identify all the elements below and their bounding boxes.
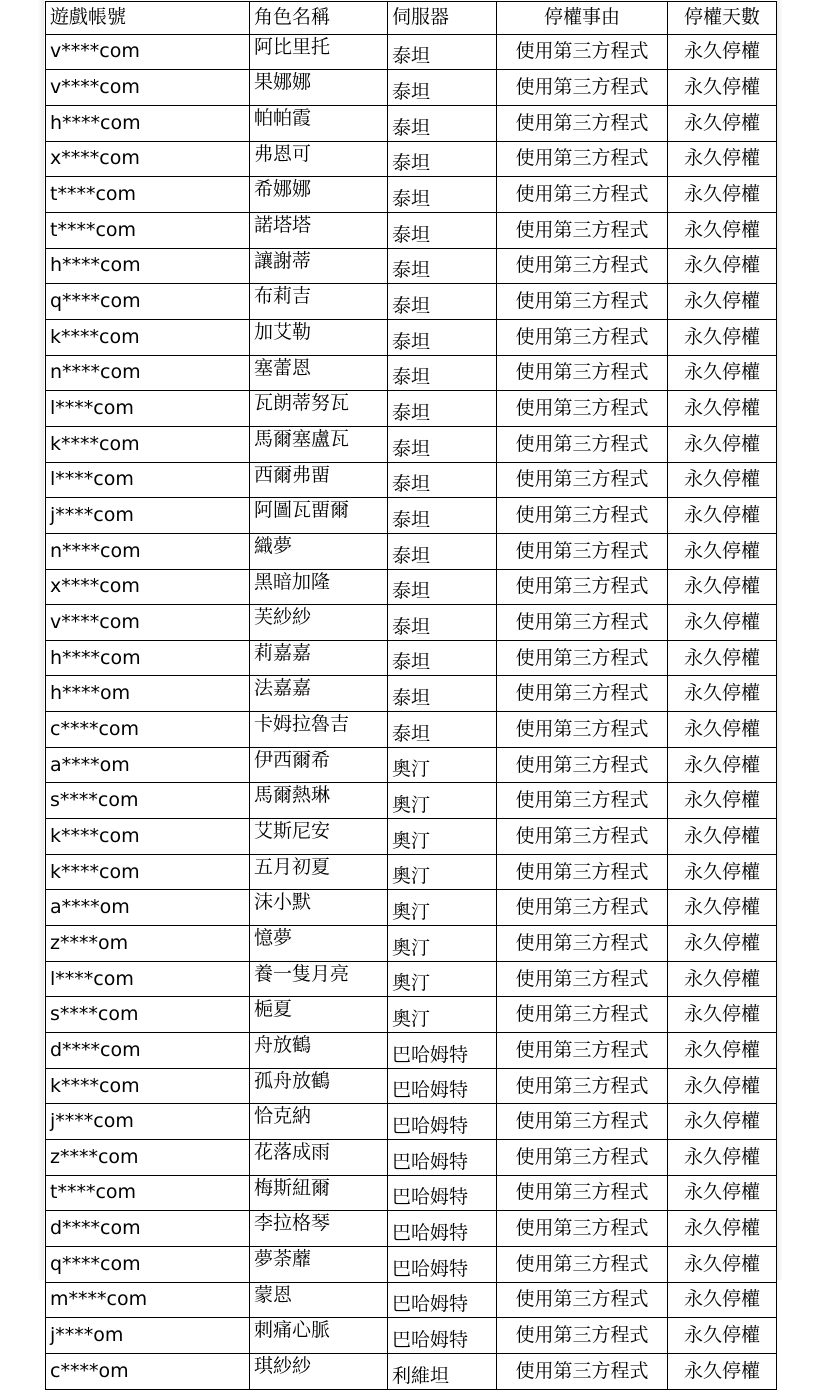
- table-row: [46, 819, 777, 855]
- server-cell: 泰坦: [388, 533, 497, 569]
- ban-duration-cell: 永久停權: [668, 284, 777, 320]
- table-row: [46, 1282, 777, 1318]
- character-name-cell: 花落成雨: [250, 1140, 388, 1176]
- character-name-cell: 塞蕾恩: [250, 355, 388, 391]
- account-cell: a****om: [46, 890, 250, 926]
- ban-list-table: [45, 1, 777, 1390]
- server-cell: 泰坦: [388, 355, 497, 391]
- server-cell: 巴哈姆特: [388, 1033, 497, 1069]
- account-cell: a****om: [46, 747, 250, 783]
- server-cell: 奧汀: [388, 890, 497, 926]
- ban-reason-cell: 使用第三方程式: [497, 70, 668, 106]
- table-row: [46, 783, 777, 819]
- character-name-cell: 蒙恩: [250, 1282, 388, 1318]
- character-name-cell: 李拉格琴: [250, 1211, 388, 1247]
- character-name-cell: 希娜娜: [250, 177, 388, 213]
- character-name-cell: 琪紗紗: [250, 1353, 388, 1389]
- ban-duration-cell: 永久停權: [668, 498, 777, 534]
- table-row: [46, 248, 777, 284]
- account-cell: l****com: [46, 391, 250, 427]
- account-cell: x****com: [46, 569, 250, 605]
- table-row: [46, 1033, 777, 1069]
- table-row: [46, 1140, 777, 1176]
- ban-reason-cell: 使用第三方程式: [497, 890, 668, 926]
- account-cell: d****com: [46, 1211, 250, 1247]
- server-cell: 泰坦: [388, 569, 497, 605]
- ban-duration-cell: 永久停權: [668, 1353, 777, 1389]
- server-cell: 泰坦: [388, 248, 497, 284]
- server-cell: 泰坦: [388, 676, 497, 712]
- table-row: [46, 712, 777, 748]
- table-header: [46, 2, 777, 35]
- header-ban-reason: 停權事由: [497, 2, 668, 35]
- table-row: [46, 569, 777, 605]
- ban-duration-cell: 永久停權: [668, 319, 777, 355]
- ban-reason-cell: 使用第三方程式: [497, 783, 668, 819]
- server-cell: 巴哈姆特: [388, 1318, 497, 1354]
- server-cell: 巴哈姆特: [388, 1104, 497, 1140]
- server-cell: 巴哈姆特: [388, 1140, 497, 1176]
- ban-reason-cell: 使用第三方程式: [497, 141, 668, 177]
- account-cell: h****com: [46, 640, 250, 676]
- table-row: [46, 676, 777, 712]
- character-name-cell: 阿比里托: [250, 34, 388, 70]
- ban-reason-cell: 使用第三方程式: [497, 640, 668, 676]
- ban-duration-cell: 永久停權: [668, 747, 777, 783]
- server-cell: 泰坦: [388, 212, 497, 248]
- character-name-cell: 馬爾塞盧瓦: [250, 426, 388, 462]
- account-cell: h****om: [46, 676, 250, 712]
- account-cell: q****com: [46, 1246, 250, 1282]
- ban-reason-cell: 使用第三方程式: [497, 747, 668, 783]
- character-name-cell: 織夢: [250, 533, 388, 569]
- character-name-cell: 養一隻月亮: [250, 961, 388, 997]
- table-row: [46, 391, 777, 427]
- table-row: [46, 141, 777, 177]
- ban-duration-cell: 永久停權: [668, 426, 777, 462]
- ban-reason-cell: 使用第三方程式: [497, 177, 668, 213]
- character-name-cell: 恰克納: [250, 1104, 388, 1140]
- table-row: [46, 498, 777, 534]
- server-cell: 巴哈姆特: [388, 1068, 497, 1104]
- character-name-cell: 果娜娜: [250, 70, 388, 106]
- account-cell: h****com: [46, 105, 250, 141]
- ban-duration-cell: 永久停權: [668, 1033, 777, 1069]
- server-cell: 奧汀: [388, 961, 497, 997]
- ban-reason-cell: 使用第三方程式: [497, 355, 668, 391]
- account-cell: c****om: [46, 1353, 250, 1389]
- ban-reason-cell: 使用第三方程式: [497, 1033, 668, 1069]
- server-cell: 泰坦: [388, 498, 497, 534]
- account-cell: j****com: [46, 498, 250, 534]
- server-cell: 奧汀: [388, 997, 497, 1033]
- ban-duration-cell: 永久停權: [668, 1068, 777, 1104]
- ban-duration-cell: 永久停權: [668, 783, 777, 819]
- account-cell: c****com: [46, 712, 250, 748]
- server-cell: 泰坦: [388, 177, 497, 213]
- ban-reason-cell: 使用第三方程式: [497, 1211, 668, 1247]
- ban-reason-cell: 使用第三方程式: [497, 854, 668, 890]
- server-cell: 泰坦: [388, 284, 497, 320]
- character-name-cell: 莉嘉嘉: [250, 640, 388, 676]
- ban-reason-cell: 使用第三方程式: [497, 34, 668, 70]
- ban-duration-cell: 永久停權: [668, 712, 777, 748]
- character-name-cell: 艾斯尼安: [250, 819, 388, 855]
- account-cell: v****com: [46, 34, 250, 70]
- server-cell: 泰坦: [388, 105, 497, 141]
- character-name-cell: 夢荼蘼: [250, 1246, 388, 1282]
- table-row: [46, 640, 777, 676]
- table-body: [46, 34, 777, 1389]
- ban-duration-cell: 永久停權: [668, 34, 777, 70]
- ban-duration-cell: 永久停權: [668, 676, 777, 712]
- account-cell: t****com: [46, 177, 250, 213]
- ban-duration-cell: 永久停權: [668, 533, 777, 569]
- account-cell: t****com: [46, 212, 250, 248]
- ban-duration-cell: 永久停權: [668, 1211, 777, 1247]
- header-row: [46, 2, 777, 35]
- table-row: [46, 177, 777, 213]
- ban-duration-cell: 永久停權: [668, 605, 777, 641]
- account-cell: k****com: [46, 854, 250, 890]
- server-cell: 利維坦: [388, 1353, 497, 1389]
- table-row: [46, 926, 777, 962]
- table-row: [46, 1068, 777, 1104]
- table-row: [46, 854, 777, 890]
- ban-reason-cell: 使用第三方程式: [497, 926, 668, 962]
- ban-duration-cell: 永久停權: [668, 890, 777, 926]
- ban-reason-cell: 使用第三方程式: [497, 712, 668, 748]
- ban-reason-cell: 使用第三方程式: [497, 569, 668, 605]
- account-cell: d****com: [46, 1033, 250, 1069]
- ban-duration-cell: 永久停權: [668, 1175, 777, 1211]
- server-cell: 泰坦: [388, 319, 497, 355]
- server-cell: 巴哈姆特: [388, 1282, 497, 1318]
- header-ban-duration: 停權天數: [668, 2, 777, 35]
- character-name-cell: 讓謝蒂: [250, 248, 388, 284]
- table-row: [46, 426, 777, 462]
- ban-reason-cell: 使用第三方程式: [497, 319, 668, 355]
- server-cell: 泰坦: [388, 34, 497, 70]
- ban-duration-cell: 永久停權: [668, 70, 777, 106]
- server-cell: 泰坦: [388, 712, 497, 748]
- account-cell: k****com: [46, 426, 250, 462]
- character-name-cell: 西爾弗畱: [250, 462, 388, 498]
- page-edge-left: [38, 0, 44, 1280]
- server-cell: 奧汀: [388, 819, 497, 855]
- account-cell: s****com: [46, 783, 250, 819]
- ban-reason-cell: 使用第三方程式: [497, 819, 668, 855]
- character-name-cell: 沫小默: [250, 890, 388, 926]
- character-name-cell: 孤舟放鶴: [250, 1068, 388, 1104]
- character-name-cell: 阿圖瓦畱爾: [250, 498, 388, 534]
- ban-duration-cell: 永久停權: [668, 141, 777, 177]
- header-account: 遊戲帳號: [46, 2, 250, 35]
- header-server: 伺服器: [388, 2, 497, 35]
- ban-reason-cell: 使用第三方程式: [497, 462, 668, 498]
- server-cell: 巴哈姆特: [388, 1175, 497, 1211]
- table-row: [46, 1318, 777, 1354]
- server-cell: 泰坦: [388, 640, 497, 676]
- page-edge-right: [777, 0, 783, 1280]
- ban-duration-cell: 永久停權: [668, 854, 777, 890]
- character-name-cell: 五月初夏: [250, 854, 388, 890]
- ban-reason-cell: 使用第三方程式: [497, 1104, 668, 1140]
- character-name-cell: 梔夏: [250, 997, 388, 1033]
- ban-reason-cell: 使用第三方程式: [497, 426, 668, 462]
- table-row: [46, 355, 777, 391]
- ban-duration-cell: 永久停權: [668, 105, 777, 141]
- header-character-name: 角色名稱: [250, 2, 388, 35]
- ban-reason-cell: 使用第三方程式: [497, 1318, 668, 1354]
- account-cell: k****com: [46, 1068, 250, 1104]
- account-cell: k****com: [46, 819, 250, 855]
- account-cell: l****com: [46, 462, 250, 498]
- server-cell: 泰坦: [388, 391, 497, 427]
- character-name-cell: 梅斯紐爾: [250, 1175, 388, 1211]
- ban-duration-cell: 永久停權: [668, 1246, 777, 1282]
- account-cell: x****com: [46, 141, 250, 177]
- account-cell: l****com: [46, 961, 250, 997]
- table-row: [46, 1104, 777, 1140]
- account-cell: n****com: [46, 355, 250, 391]
- ban-reason-cell: 使用第三方程式: [497, 605, 668, 641]
- ban-duration-cell: 永久停權: [668, 391, 777, 427]
- server-cell: 巴哈姆特: [388, 1246, 497, 1282]
- ban-reason-cell: 使用第三方程式: [497, 212, 668, 248]
- ban-reason-cell: 使用第三方程式: [497, 1353, 668, 1389]
- account-cell: m****com: [46, 1282, 250, 1318]
- ban-duration-cell: 永久停權: [668, 355, 777, 391]
- server-cell: 泰坦: [388, 70, 497, 106]
- character-name-cell: 黑暗加隆: [250, 569, 388, 605]
- character-name-cell: 芙紗紗: [250, 605, 388, 641]
- ban-duration-cell: 永久停權: [668, 819, 777, 855]
- character-name-cell: 弗恩可: [250, 141, 388, 177]
- ban-duration-cell: 永久停權: [668, 1104, 777, 1140]
- table-row: [46, 319, 777, 355]
- ban-reason-cell: 使用第三方程式: [497, 284, 668, 320]
- account-cell: k****com: [46, 319, 250, 355]
- ban-duration-cell: 永久停權: [668, 248, 777, 284]
- table-row: [46, 605, 777, 641]
- ban-reason-cell: 使用第三方程式: [497, 1175, 668, 1211]
- ban-reason-cell: 使用第三方程式: [497, 498, 668, 534]
- ban-duration-cell: 永久停權: [668, 1318, 777, 1354]
- ban-reason-cell: 使用第三方程式: [497, 961, 668, 997]
- character-name-cell: 諾塔塔: [250, 212, 388, 248]
- table-row: [46, 533, 777, 569]
- ban-duration-cell: 永久停權: [668, 997, 777, 1033]
- table-row: [46, 34, 777, 70]
- ban-duration-cell: 永久停權: [668, 926, 777, 962]
- account-cell: q****com: [46, 284, 250, 320]
- server-cell: 奧汀: [388, 783, 497, 819]
- table-row: [46, 212, 777, 248]
- account-cell: j****om: [46, 1318, 250, 1354]
- ban-duration-cell: 永久停權: [668, 212, 777, 248]
- ban-duration-cell: 永久停權: [668, 1282, 777, 1318]
- server-cell: 泰坦: [388, 462, 497, 498]
- ban-reason-cell: 使用第三方程式: [497, 248, 668, 284]
- account-cell: z****com: [46, 1140, 250, 1176]
- server-cell: 奧汀: [388, 926, 497, 962]
- table-row: [46, 997, 777, 1033]
- ban-reason-cell: 使用第三方程式: [497, 1068, 668, 1104]
- table-row: [46, 284, 777, 320]
- ban-reason-cell: 使用第三方程式: [497, 997, 668, 1033]
- table-row: [46, 70, 777, 106]
- character-name-cell: 帕帕霞: [250, 105, 388, 141]
- character-name-cell: 卡姆拉魯吉: [250, 712, 388, 748]
- ban-duration-cell: 永久停權: [668, 177, 777, 213]
- table-row: [46, 1175, 777, 1211]
- character-name-cell: 馬爾熱琳: [250, 783, 388, 819]
- character-name-cell: 刺痛心脈: [250, 1318, 388, 1354]
- ban-duration-cell: 永久停權: [668, 1140, 777, 1176]
- server-cell: 奧汀: [388, 854, 497, 890]
- server-cell: 泰坦: [388, 605, 497, 641]
- ban-reason-cell: 使用第三方程式: [497, 1282, 668, 1318]
- account-cell: z****om: [46, 926, 250, 962]
- ban-duration-cell: 永久停權: [668, 462, 777, 498]
- account-cell: s****com: [46, 997, 250, 1033]
- ban-reason-cell: 使用第三方程式: [497, 1246, 668, 1282]
- ban-duration-cell: 永久停權: [668, 961, 777, 997]
- ban-reason-cell: 使用第三方程式: [497, 533, 668, 569]
- character-name-cell: 布莉吉: [250, 284, 388, 320]
- character-name-cell: 憶夢: [250, 926, 388, 962]
- table-row: [46, 1246, 777, 1282]
- server-cell: 奧汀: [388, 747, 497, 783]
- ban-reason-cell: 使用第三方程式: [497, 1140, 668, 1176]
- table-row: [46, 747, 777, 783]
- account-cell: h****com: [46, 248, 250, 284]
- server-cell: 泰坦: [388, 141, 497, 177]
- account-cell: n****com: [46, 533, 250, 569]
- character-name-cell: 法嘉嘉: [250, 676, 388, 712]
- ban-duration-cell: 永久停權: [668, 569, 777, 605]
- server-cell: 巴哈姆特: [388, 1211, 497, 1247]
- table-row: [46, 961, 777, 997]
- table-row: [46, 890, 777, 926]
- ban-duration-cell: 永久停權: [668, 640, 777, 676]
- character-name-cell: 加艾勒: [250, 319, 388, 355]
- account-cell: j****com: [46, 1104, 250, 1140]
- server-cell: 泰坦: [388, 426, 497, 462]
- ban-reason-cell: 使用第三方程式: [497, 105, 668, 141]
- table-row: [46, 1211, 777, 1247]
- table-row: [46, 1353, 777, 1389]
- ban-reason-cell: 使用第三方程式: [497, 676, 668, 712]
- account-cell: v****com: [46, 70, 250, 106]
- ban-reason-cell: 使用第三方程式: [497, 391, 668, 427]
- account-cell: t****com: [46, 1175, 250, 1211]
- account-cell: v****com: [46, 605, 250, 641]
- character-name-cell: 瓦朗蒂努瓦: [250, 391, 388, 427]
- table-row: [46, 105, 777, 141]
- character-name-cell: 伊西爾希: [250, 747, 388, 783]
- character-name-cell: 舟放鶴: [250, 1033, 388, 1069]
- table-row: [46, 462, 777, 498]
